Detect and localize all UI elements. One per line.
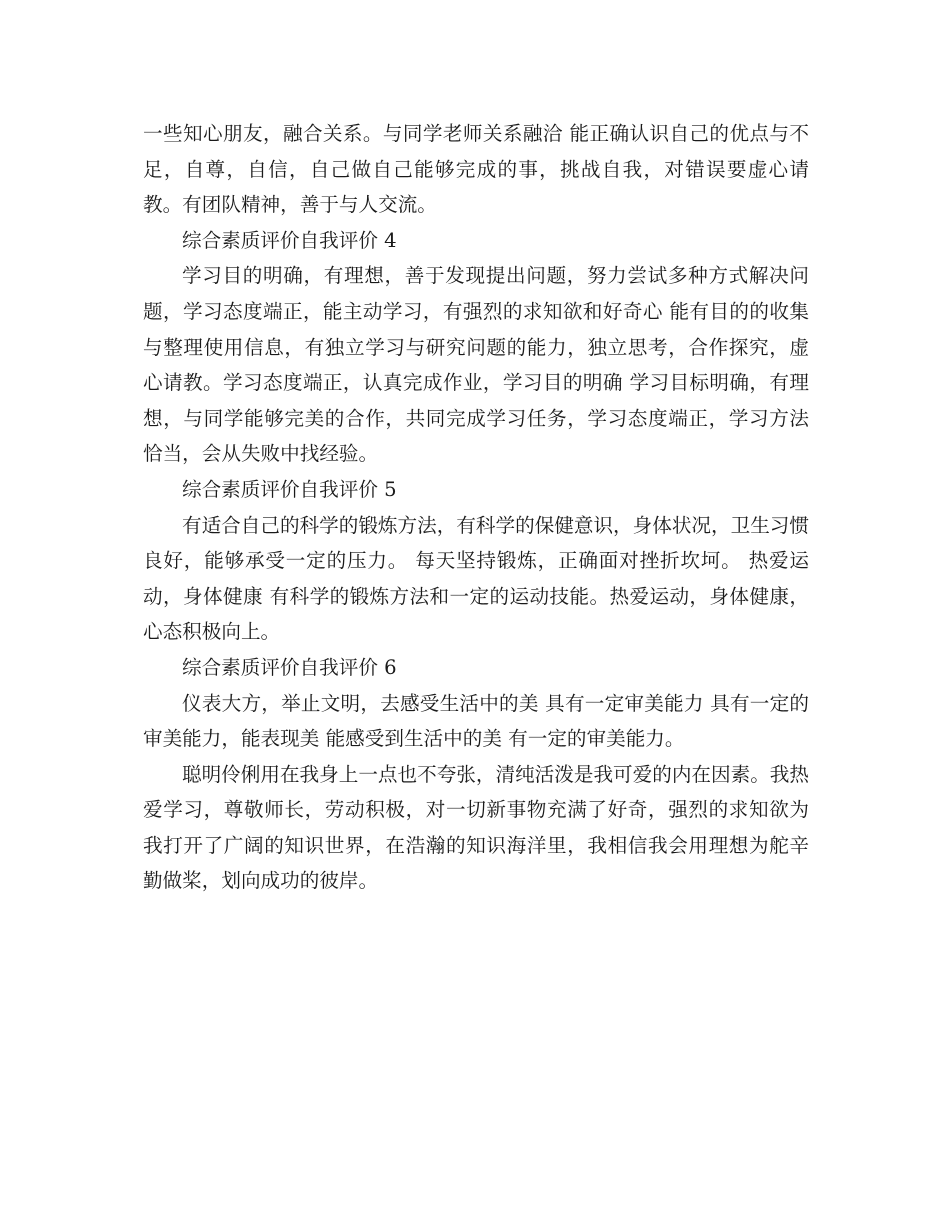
section-6-heading: 综合素质评价自我评价 6: [182, 655, 397, 679]
continuation-paragraph: 一些知心朋友，融合关系。与同学老师关系融洽 能正确认识自己的优点与不足，自尊，自信，自己做自己能够完成的事，挑战自我，对错误要虚心请教。有团队精神，善于与人交流。: [143, 122, 809, 217]
closing-paragraph: 聪明伶俐用在我身上一点也不夸张，清纯活泼是我可爱的内在因素。我热爱学习，尊敬师长，劳动积极，对一切新事物充满了好奇，强烈的求知欲为我打开了广阔的知识世界，在浩瀚的知识海洋里，我相信我会用理想为舵辛勤做桨，划向成功的彼岸。: [143, 762, 809, 893]
section-4-heading: 综合素质评价自我评价 4: [182, 228, 397, 252]
section-6-paragraph: 仪表大方，举止文明，去感受生活中的美 具有一定审美能力 具有一定的审美能力，能表现美 能感受到生活中的美 有一定的审美能力。: [143, 691, 809, 751]
section-4-paragraph: 学习目的明确，有理想，善于发现提出问题，努力尝试多种方式解决问题，学习态度端正，能主动学习，有强烈的求知欲和好奇心 能有目的的收集与整理使用信息，有独立学习与研究问题的能力，独立思考，合作探究，虚心请教。学习态度端正，认真完成作业，学习目的明确 学习目标明确，有理想，与同学能够完美的合作，共同完成学习任务，学习态度端正，学习方法恰当，会从失败中找经验。: [143, 264, 809, 466]
document-body: [143, 116, 809, 899]
section-5-paragraph: 有适合自己的科学的锻炼方法，有科学的保健意识，身体状况，卫生习惯良好，能够承受一定的压力。 每天坚持锻炼，正确面对挫折坎坷。 热爱运动，身体健康 有科学的锻炼方法和一定的运动技能。热爱运动，身体健康，心态积极向上。: [143, 513, 809, 644]
section-5-heading: 综合素质评价自我评价 5: [182, 477, 397, 501]
